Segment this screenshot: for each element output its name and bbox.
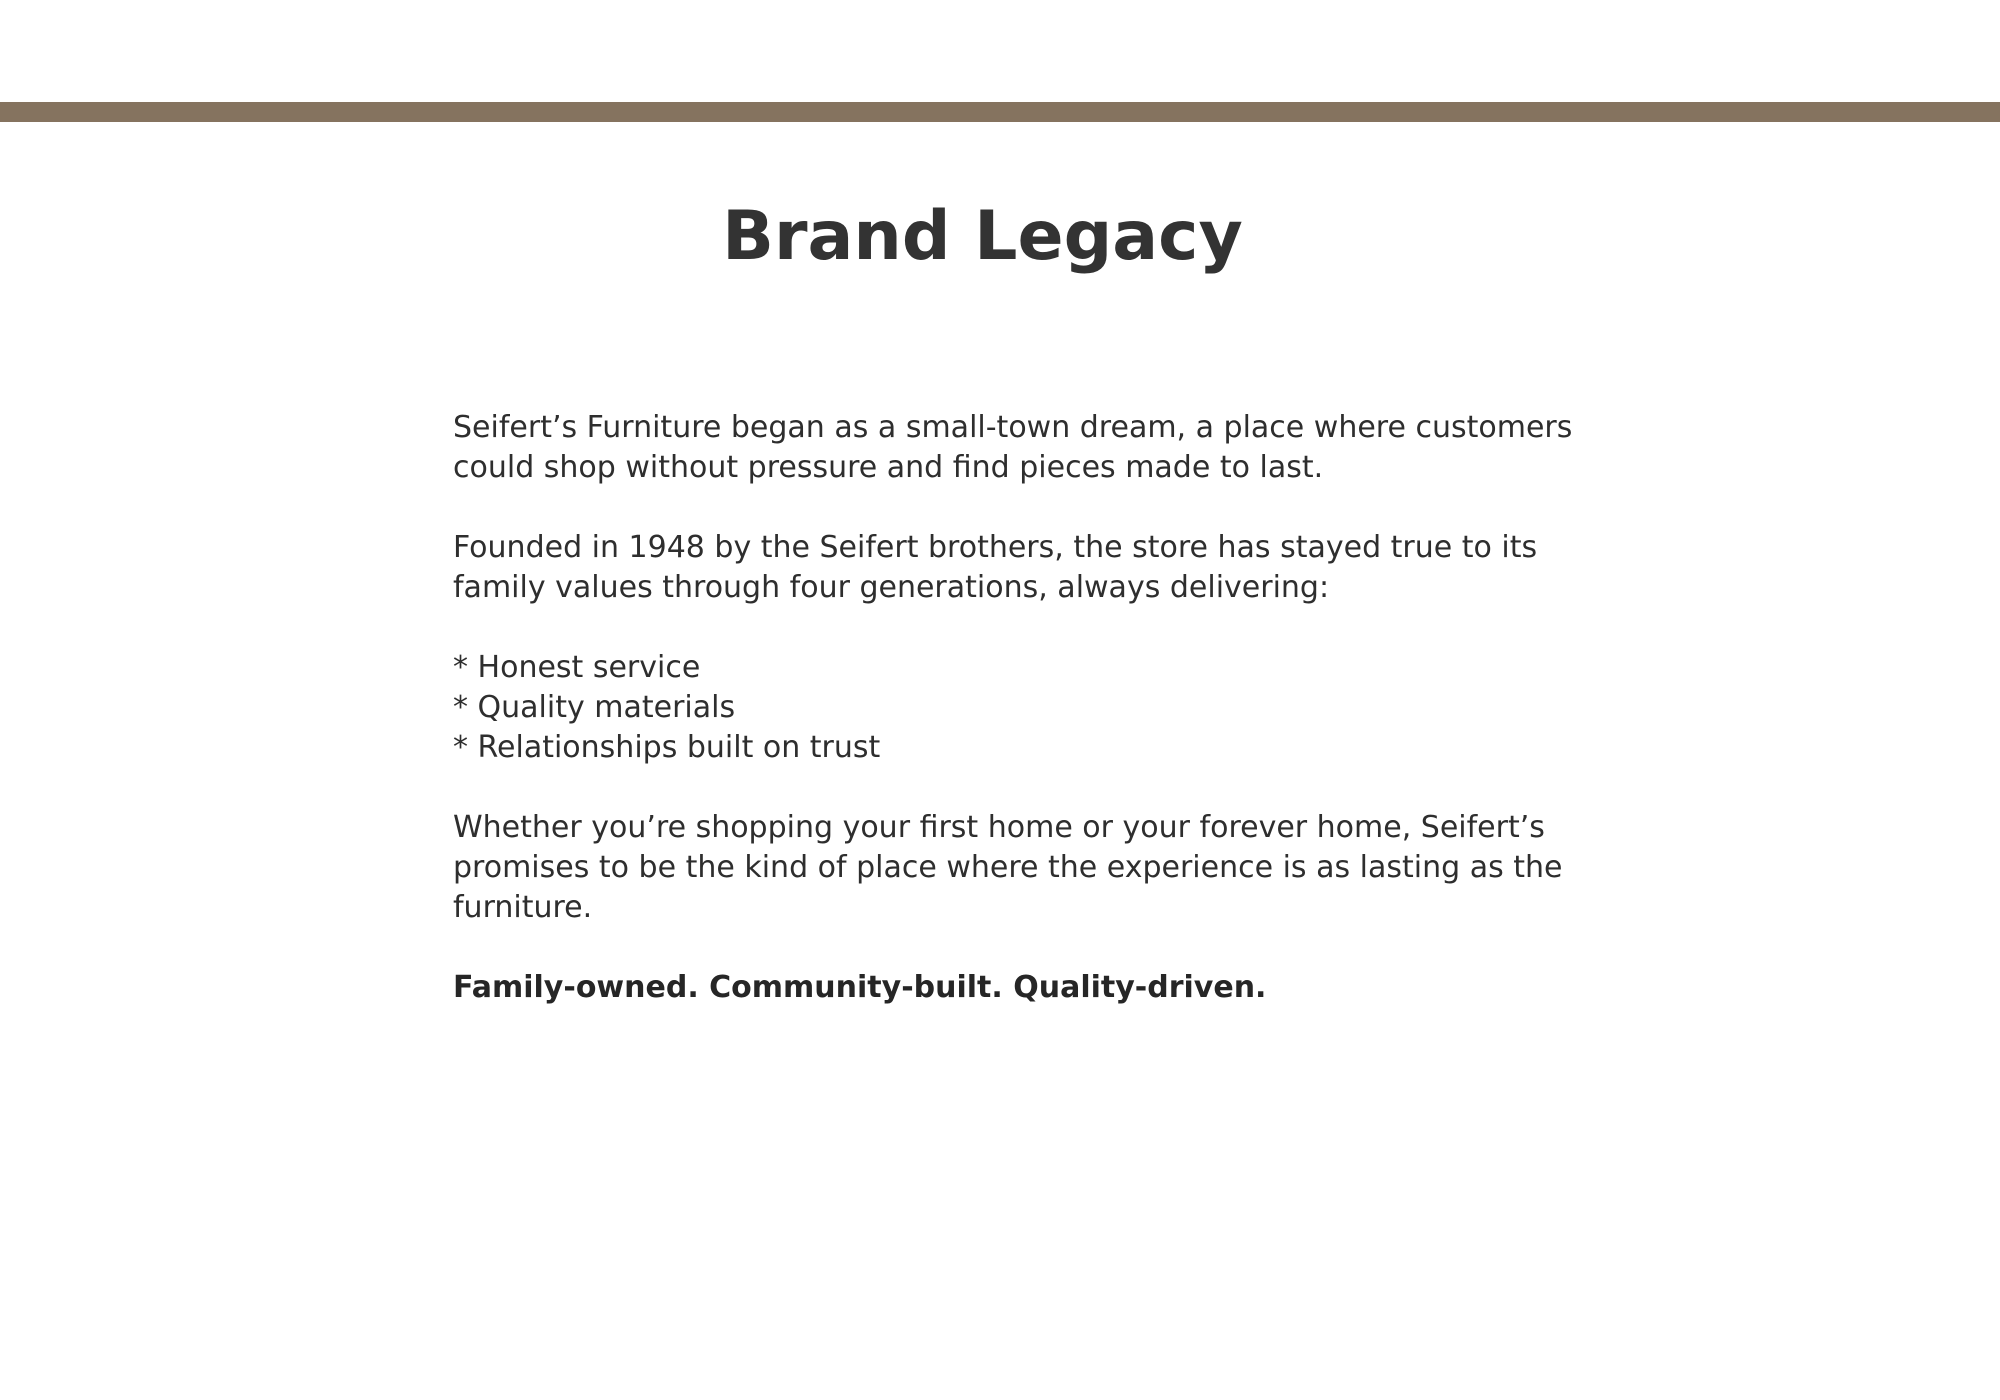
values-list [453, 648, 1593, 768]
list-item: * Quality materials [453, 690, 736, 725]
tagline: Family-owned. Community-built. Quality-driven. [453, 970, 1267, 1005]
top-accent-bar [0, 102, 2000, 122]
history-paragraph: Founded in 1948 by the Seifert brothers, the store has stayed true to its family values through four generations, always delivering: [453, 530, 1538, 605]
list-item: * Honest service [453, 650, 701, 685]
closing-paragraph: Whether you’re shopping your first home or your forever home, Seifert’s promises to be the kind of place where the experience is as lasting as the furniture. [453, 810, 1563, 925]
list-item: * Relationships built on trust [453, 730, 881, 765]
body-content [453, 408, 1593, 1008]
page-title: Brand Legacy [722, 197, 1243, 276]
intro-paragraph: Seifert’s Furniture began as a small-town dream, a place where customers could shop without pressure and find pieces made to last. [453, 410, 1573, 485]
